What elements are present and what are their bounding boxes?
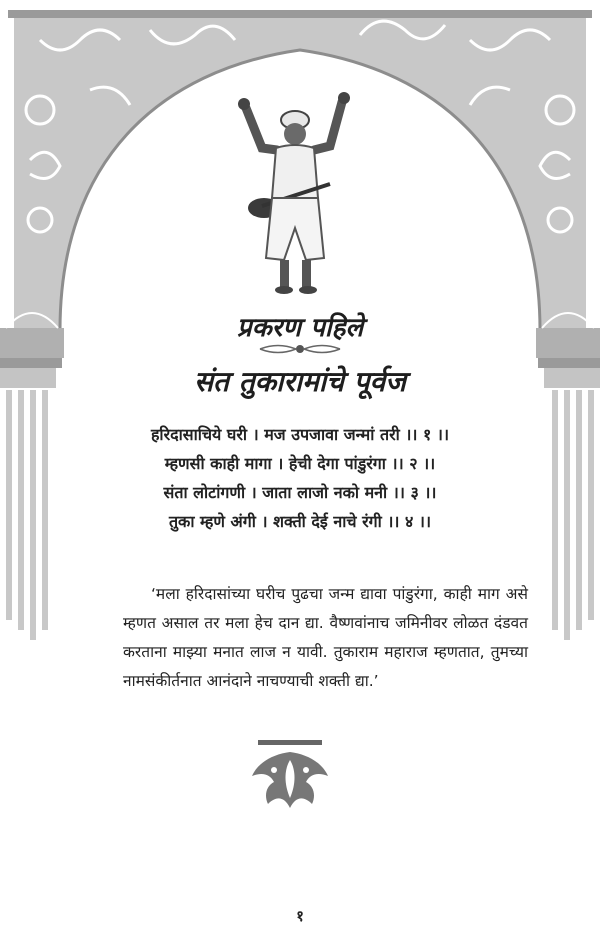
verse-line: हरिदासाचिये घरी । मज उपजावा जन्मां तरी ।। १ ।। xyxy=(150,425,450,444)
divider-ornament-icon xyxy=(258,340,342,358)
verse-block xyxy=(0,420,600,536)
page-number: १ xyxy=(296,907,304,925)
verse-line: तुका म्हणे अंगी । शक्ती देई नाचे रंगी ।। ४ ।। xyxy=(168,512,432,531)
chapter-title: संत तुकारामांचे पूर्वज xyxy=(194,365,406,398)
verse-line: म्हणसी काही मागा । हेची देगा पांडुरंगा ।। २ ।। xyxy=(164,454,436,473)
chapter-label: प्रकरण पहिले xyxy=(236,313,364,343)
translation-paragraph: ‘मला हरिदासांच्या घरीच पुढचा जन्म द्यावा पांडुरंगा, काही माग असे म्हणत असाल तर मला हेच दान द्या. वैष्णवांनाच जमिनीवर लोळत दंडवत करताना माझ्या मनात लाज न यावी. तुकाराम महाराज म्हणतात, तुमच्या नामसंकीर्तनात आनंदाने नाचण्याची शक्ती द्या.’ xyxy=(123,584,528,690)
floral-ornament-icon xyxy=(244,740,336,812)
saint-figure-icon xyxy=(232,88,358,298)
verse-line: संता लोटांगणी । जाता लाजो नको मनी ।। ३ ।। xyxy=(163,483,437,502)
